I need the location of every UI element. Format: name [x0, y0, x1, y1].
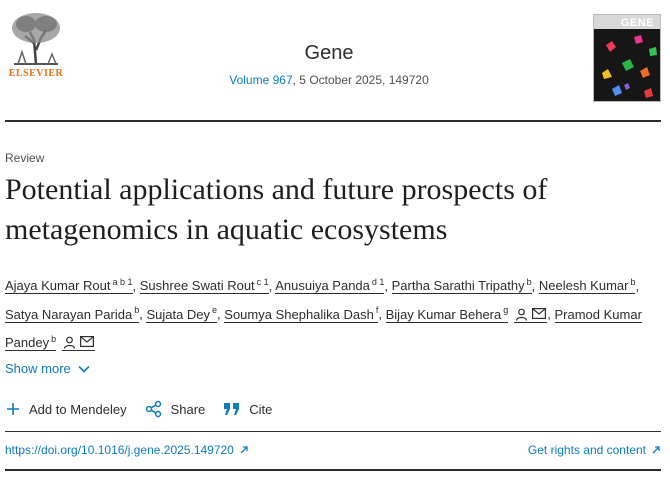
plus-icon: [5, 401, 21, 417]
add-to-mendeley-button[interactable]: [5, 401, 127, 417]
author-link[interactable]: [5, 307, 139, 323]
show-more-button[interactable]: [5, 361, 91, 376]
doi-divider: [5, 431, 661, 432]
chevron-down-icon: [77, 362, 91, 376]
author-link[interactable]: [5, 278, 133, 294]
external-link-icon: [239, 445, 249, 455]
author-affiliation: b: [526, 277, 532, 287]
author-link[interactable]: [386, 307, 509, 323]
author-separator: ,: [139, 306, 147, 322]
author-link[interactable]: [146, 307, 217, 323]
author-affiliation: f: [375, 305, 379, 316]
author-separator: ,: [531, 278, 539, 294]
author-affiliation: b: [630, 277, 636, 287]
author-name: Partha Sarathi Tripathy: [391, 278, 525, 294]
journal-cover-image[interactable]: [593, 14, 661, 102]
author-affiliation: g: [503, 305, 509, 316]
author-link[interactable]: [140, 278, 269, 294]
header-divider: [5, 120, 661, 122]
author-list: [5, 270, 665, 355]
author-affiliation: e: [212, 305, 218, 316]
author-name: Pramod Kumar Pandey: [5, 306, 642, 350]
journal-info: [0, 42, 658, 87]
author-separator: ,: [268, 278, 276, 294]
author-name: Soumya Shephalika Dash: [224, 306, 374, 322]
author-separator: ,: [635, 278, 640, 294]
article-type: Review: [5, 151, 45, 165]
author-affiliation: a b 1: [112, 277, 133, 287]
person-icon: [515, 308, 528, 321]
author-link[interactable]: [224, 307, 378, 323]
author-name: Neelesh Kumar: [538, 278, 629, 294]
doi-text: https://doi.org/10.1016/j.gene.2025.149720: [5, 443, 234, 457]
author-affiliation: d 1: [371, 277, 385, 287]
get-rights-text: Get rights and content: [527, 443, 646, 457]
author-name: Bijay Kumar Behera: [385, 306, 502, 322]
author-link[interactable]: [392, 278, 532, 294]
article-title: Potential applications and future prospects of metagenomics in aquatic ecosystems: [5, 173, 548, 246]
mail-icon: [532, 308, 546, 321]
share-icon: [145, 400, 163, 418]
cover-title: GENE: [620, 17, 654, 29]
author-affiliation: c 1: [256, 277, 269, 287]
doi-link[interactable]: [5, 443, 249, 457]
author-name: Satya Narayan Parida: [5, 306, 133, 322]
add-to-mendeley-label: Add to Mendeley: [29, 401, 127, 417]
share-button[interactable]: [145, 400, 206, 418]
publisher-name: ELSEVIER: [8, 68, 64, 79]
author-separator: ,: [384, 278, 392, 294]
footer-divider: [5, 469, 661, 471]
volume-link[interactable]: Volume 967: [229, 73, 293, 87]
issue-info: , 5 October 2025, 149720: [292, 73, 429, 87]
author-link[interactable]: [539, 278, 636, 294]
cite-button[interactable]: [223, 402, 272, 417]
author-name: Sushree Swati Rout: [139, 278, 255, 294]
cite-label: Cite: [249, 401, 273, 417]
author-name: Ajaya Kumar Rout: [5, 278, 111, 294]
author-contact-icons[interactable]: [514, 308, 547, 323]
author-name: Sujata Dey: [146, 306, 211, 322]
author-separator: ,: [132, 278, 140, 294]
author-affiliation: b: [51, 333, 57, 344]
get-rights-link[interactable]: [528, 443, 661, 457]
author-contact-icons[interactable]: [62, 336, 95, 351]
journal-title[interactable]: Gene: [304, 42, 354, 64]
quote-icon: [223, 402, 241, 416]
author-separator: ,: [217, 306, 225, 322]
share-label: Share: [170, 401, 206, 417]
journal-issue: [0, 73, 658, 87]
article-actions: [5, 400, 290, 418]
author-affiliation: b: [134, 305, 140, 316]
external-link-icon: [651, 445, 661, 455]
author-name: Anusuiya Panda: [275, 278, 370, 294]
person-icon: [63, 336, 76, 349]
author-separator: ,: [547, 306, 555, 322]
article-header: [0, 0, 670, 112]
mail-icon: [80, 336, 94, 349]
show-more-label: Show more: [5, 361, 71, 376]
author-link[interactable]: [275, 278, 384, 294]
author-separator: ,: [378, 306, 386, 322]
